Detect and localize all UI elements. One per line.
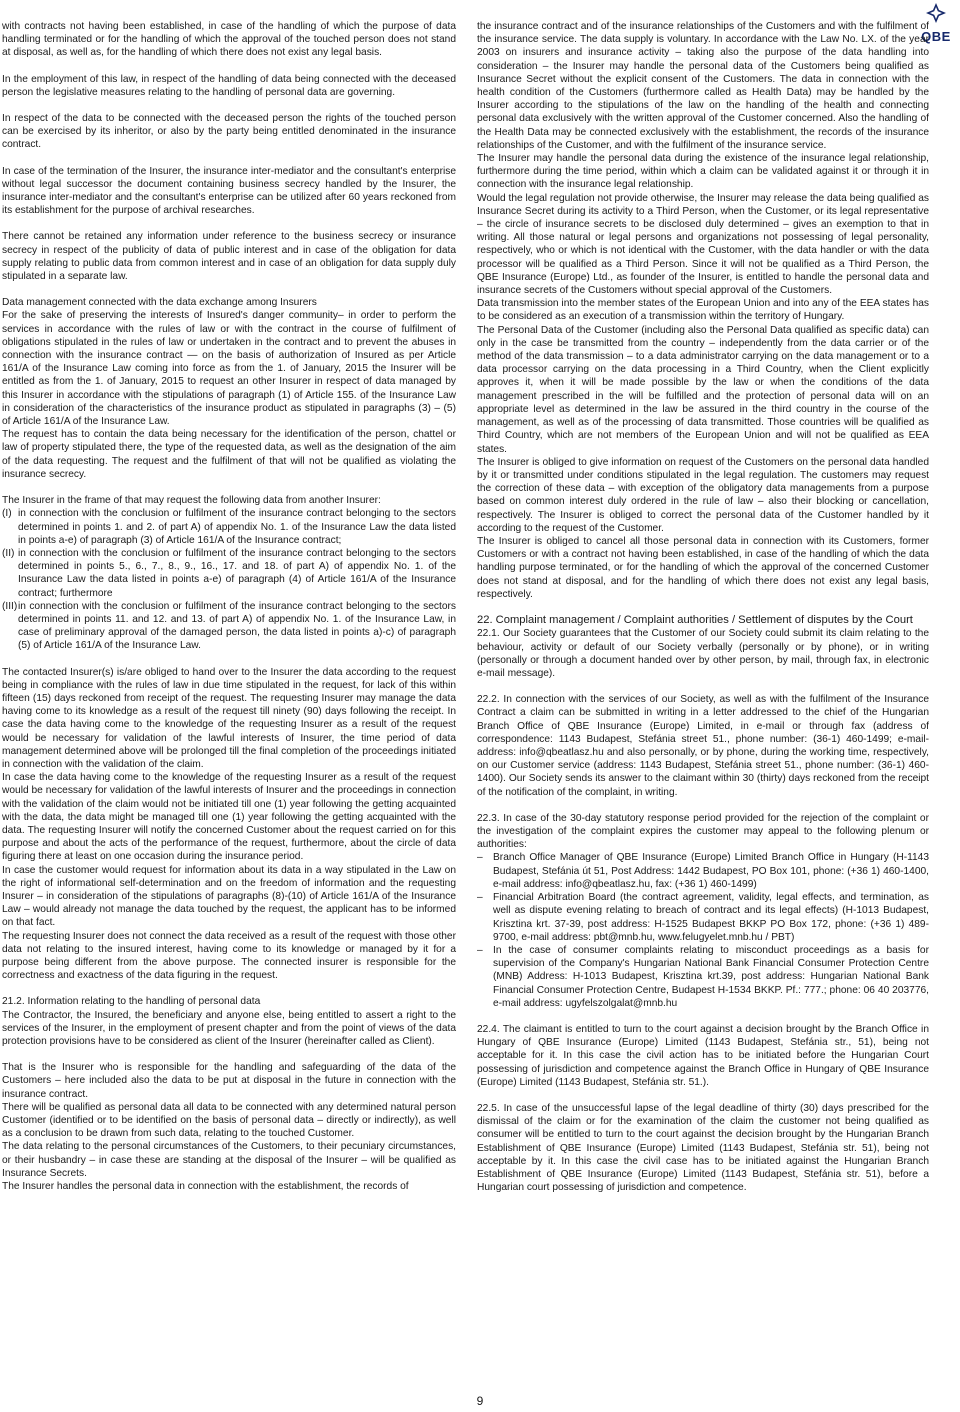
- list-marker: (III): [2, 600, 18, 612]
- paragraph: The Insurer may handle the personal data during the existence of the insurance legal relationship, furthermore during the time period, within which a claim can be validated against it or through it in connection with the insurance legal relationship.: [477, 153, 929, 191]
- paragraph: The requesting Insurer does not connect the data received as a result of the request with those other data not relating to the insured interest, having come to its knowledge or managed by it for a purpose being different from the above purpose. The connected insurer is responsible for the correctness and exactness of the data figuring in the request.: [2, 930, 456, 982]
- qbe-logo-text: QBE: [921, 29, 951, 44]
- paragraph: Would the legal regulation not provide otherwise, the Insurer may release the data being qualified as Insurance Secret during its activity to a Third Person, when the Customer, or its legal representative – the circle of insurance secrets to be disclosed duly determined – gives an exemption to that in writing. All those natural or legal persons and organizations not possessing of legal personality, respectively, who or which is not identical with the Customer, with the data handler or with the data processor will be qualified as a Third Person. Since it will not be qualified as a Third Person, the QBE Insurance (Europe) Ltd., as founder of the Insurer, is entitled to handle the personal data and insurance secrets of the Customers without special approval of the Customers.: [477, 192, 929, 297]
- paragraph: There will be qualified as personal data all data to be connected with any determined natural person Customer (identified or to be identified on the basis of personal data – directly or indirectly), as well as a conclusion to be drawn from such data, relating to the touched Customer.: [2, 1101, 456, 1140]
- right-column: [477, 20, 929, 1194]
- section-heading: 22. Complaint management / Complaint authorities / Settlement of disputes by the Court: [477, 613, 913, 626]
- paragraph: 22.1. Our Society guarantees that the Customer of our Society could submit its claim relating to the behaviour, activity or default of our Society verbally (personally or by phone), or in writing (personally or through a document handed over by other person, by mail, through fax, in electronic e-mail message).: [477, 628, 929, 680]
- list-marker: –: [477, 892, 483, 904]
- list-item: [2, 507, 456, 547]
- paragraph: In case the data having come to the knowledge of the requesting Insurer as a result of the request would be necessary for validation of the lawful interests of Insurer and the proceedings in connection with the validation of the claim would not be initiated till one (1) year following the getting acquainted with the data, the data might be managed till one (1) year following the getting acquainted with the data. The requesting Insurer will notify the concerned Customer about the request carried on for this purpose and about the acts of the performance of the request, furthermore, about the circle of data figuring there at least on one occasion during the insurance period.: [2, 772, 456, 863]
- paragraph: The data relating to the personal circumstances of the Customers, to their pecuniary circumstances, or their husbandry – in case these are standing at the disposal of the Insurer – will be qualified as Insurance Secrets.: [2, 1141, 456, 1179]
- paragraph: The Contractor, the Insured, the beneficiary and anyone else, being entitled to assert a right to the services of the Insurer, in the employment of present chapter and from the point of views of the data protection provisions have to be considered as client of the Insurer (hereinafter called as Client).: [2, 1009, 456, 1048]
- list-item: [477, 891, 929, 944]
- paragraph: That is the Insurer who is responsible for the handling and safeguarding of the data of the Customers – here included also the data to be put at disposal in the future in connection with the insurance contract.: [2, 1062, 456, 1100]
- list-marker: (I): [2, 508, 12, 520]
- list-text: in connection with the conclusion or fulfilment of the insurance contract belonging to the sectors determined in points 1. and 2. of part A) of appendix No. 1. of the Insurance Law the data listed in points a-e) of paragraph (3) of Article 161/A of the Insurance contract;: [18, 508, 456, 546]
- page-number: 9: [476, 1394, 484, 1408]
- paragraph: The request has to contain the data being necessary for the identification of the person, chattel or law of property stipulated there, the type of the requested data, as well as the designation of the aim of the data requesting. The request and the fulfilment of that will not be qualified as violating the insurance secrecy.: [2, 429, 456, 480]
- paragraph: In case the customer would request for information about its data in a way stipulated in the Law on the right of informational self-determination and on the freedom of information and the requesting Insurer – in consideration of the stipulations of paragraphs (8)-(10) of Article 161/A of the Insurance Law – would already not manage the data touched by the request, the applicant has to be informed on that fact.: [2, 864, 456, 929]
- paragraph: The contacted Insurer(s) is/are obliged to hand over to the Insurer the data according to the request being in compliance with the rules of law in due time stipulated in the request, for lack of this within fifteen (15) days reckoned from receipt of the request. The requesting Insurer may manage the data having come to its knowledge as a result of the request till ninety (90) days following the receipt. In case the data having come to the knowledge of the requesting Insurer as a result of the request would be necessary for validation of the lawful interests of Insurer, the time period of data management determined above will be prolonged till the final completion of the proceedings initiated in connection with the validation of the claim.: [2, 666, 456, 770]
- paragraph: 22.3. In case of the 30-day statutory response period provided for the rejection of the complaint or the investigation of the complaint expires the customer may appeal to the following plenum or authorities:: [477, 812, 929, 851]
- list-item: [2, 600, 456, 653]
- paragraph: 22.5. In case of the unsuccessful lapse of the legal deadline of thirty (30) days prescribed for the dismissal of the claim or for the examination of the claim the customer not being qualified as consumer will be entitled to turn to the court against the decision brought by the Hungarian Branch Establishment of QBE Insurance (Europe) Limited (1143 Budapest, Stefánia str. 51), being not acceptable by it. In this case the civil case has to be initiated against the Hungarian Branch Establishment of QBE Insurance (Europe) Limited (1143 Budapest, Stefánia str. 51), before a Hungarian court possessing of jurisdiction and competence.: [477, 1102, 929, 1194]
- paragraph: The Personal Data of the Customer (including also the Personal Data qualified as specific data) can only in the case be transmitted from the country – independently from the data carrier or of the method of the data transmission – to a data administrator carrying on the data management or to a data processor carrying on the data processing in a Third Country, when the Client explicitly approves it, when it will be made possible by the law or when the conditions of the data management prescribed in the will be fulfilled and the protection of personal data will on an appropriate level as determined in the law be assured in the third country in the course of the management, as well as of the processing of data transmitted. Those countries will be qualified as Third Country, which are not members of the European Union and will not be qualified as EEA states.: [477, 324, 929, 455]
- paragraph: The Insurer handles the personal data in connection with the establishment, the records of: [2, 1181, 409, 1193]
- list-item: [477, 944, 929, 1010]
- paragraph: In case of the termination of the Insurer, the insurance inter-mediator and the consultant's enterprise without legal successor the document containing business secrecy handled by the Insurer, the insurance inter-mediator and the consultant's enterprise can be utilized after 60 years reckoned from its establishment for the purpose of archival researches.: [2, 165, 456, 217]
- list-item: [2, 547, 456, 600]
- section-subheading: 21.2. Information relating to the handling of personal data: [2, 996, 261, 1008]
- paragraph: In respect of the data to be connected with the deceased person the rights of the touched person can be exercised by its inheritor, or also by the party being entitled denominated in the insurance contract.: [2, 113, 456, 151]
- list-item: [477, 851, 929, 891]
- left-column: [2, 20, 456, 1193]
- list-text: Branch Office Manager of QBE Insurance (Europe) Limited Branch Office in Hungary (H-1143 Budapest, Stefánia út 51, Post Address: 1442 Budapest, PO Box 101, phone: (+36 1) 460-1400, e-mail address: info@qbeatlasz.hu, fax: (+36 1) 460-1499): [493, 852, 929, 890]
- paragraph: For the sake of preserving the interests of Insured's danger community– in order to perform the services in accordance with the rules of law or with the contract in the course of fulfilment of obligations stipulated in the rules of law or undertaken in the contract and to prevent the abuses in connection with the insurance contract — on the basis of authorization of Insured as per Article 161/A of the Insurance Law coming into force as from the 1. of January, 2015 the Insurer will be entitled as from the 1. of January, 2015 to request an other Insurer in respect of data managed by this Insurer in accordance with the stipulations of paragraph (1) of Article 155. of the Insurance Law in consideration of the characteristics of the insurance product as stipulated in paragraphs (3) – (5) of Article 161/A of the Insurance Law.: [2, 310, 456, 428]
- paragraph: Data transmission into the member states of the European Union and into any of the EEA states has to be considered as an execution of a transmission within the territory of Hungary.: [477, 298, 929, 323]
- list-text: in connection with the conclusion or fulfilment of the insurance contract belonging to the sectors determined in points 11. and 12. and 13. of part A) of appendix No. 1. of the Insurance Law, in case of preliminary approval of the damaged person, the data listed in points a)-c) of paragraph (5) of Article 161/A of the Insurance Law.: [18, 600, 456, 652]
- list-text: in connection with the conclusion or fulfilment of the insurance contract belonging to the sectors determined in points 5., 6., 7., 8., 9., 16., 17. and 18. of part A) of appendix No. 1. of the Insurance Law the data listed in points a-e) of paragraph (4) of Article 161/A of the Insurance contract; furthermore: [18, 547, 456, 599]
- paragraph: 22.4. The claimant is entitled to turn to the court against a decision brought by the Branch Office in Hungary of QBE Insurance (Europe) Limited (1143 Budapest, Stefánia str., 51), being not acceptable for it. In this case the civil action has to be initiated before the Hungarian Court possessing of jurisdiction and competence against the Branch Office in Hungary of QBE Insurance (Europe) Limited (1143 Budapest, Stefánia str. 51.).: [477, 1023, 929, 1088]
- list-marker: –: [477, 852, 483, 864]
- paragraph: The Insurer is obliged to cancel all those personal data in connection with its Customers, former Customers or with a contract not having been established, in case of the handling of which the data handling purpose terminated, or for the handling of which the approval of the concerned Customer does not stand at disposal, and for the handling of which there does not exist any legal basis, respectively.: [477, 535, 929, 600]
- paragraph: There cannot be retained any information under reference to the business secrecy or insurance secrecy in respect of the publicity of data of public interest and in case of the obligation for data supply relating to public data from common interest and in case of an obligation for data supply duly stipulated in a separate law.: [2, 231, 456, 283]
- list-marker: (II): [2, 547, 15, 559]
- paragraph: In the employment of this law, in respect of the handling of data being connected with the deceased person the legislative measures relating to the handling of personal data are governing.: [2, 73, 456, 98]
- paragraph: with contracts not having been established, in case of the handling of which the purpose of data handling terminated or for the handling of which the approval of the touched person does not stand at disposal, as well as, for the handling of which there does not exist any legal basis.: [2, 21, 456, 59]
- list-text: Financial Arbitration Board (the contract agreement, validity, legal effects, and termination, as well as dispute evening relating to breach of contract and its legal effects) (H-1013 Budapest, Krisztina krt. 37-39, post address: H-1525 Budapest BKKP PO Box 172, phone: (+36 1) 489-9700, e-mail address: pbt@mnb.hu, www.felugyelet.mnb.hu / PBT): [493, 892, 929, 943]
- paragraph: 22.2. In connection with the services of our Society, as well as with the fulfilment of the Insurance Contract a claim can be submitted in writing in a letter addressed to the chief of the Hungarian Branch Office of QBE Insurance (Europe) Limited, in e-mail or through fax (address of correspondence: 1143 Budapest, Stefánia street 51., phone number: (36-1) 460-1499; e-mail-address: info@qbeatlasz.hu and also personally, or by phone, during the working time, respectively, on our Customer service (address: 1143 Budapest, Stefánia street 51., phone number: (36-1) 460-1400). Our Society sends its answer to the claimant within 30 (thirty) days reckoned from the receipt of the notification of the complaint, in writing.: [477, 694, 929, 798]
- list-text: In the case of consumer complaints relating to misconduct proceedings as a basis for supervision of the Company's Hungarian National Bank Financial Consumer Protection Centre (MNB) Address: H-1013 Budapest, Krisztina krt.39, post address: Hungarian National Bank Financial Consumer Protection Centre, Budapest H-1534 BKKP. Pf.: 777.; phone: 06 40 203776, e-mail address: ugyfelszolgalat@mnb.hu: [493, 944, 929, 1009]
- list-marker: –: [477, 944, 483, 956]
- paragraph: The Insurer in the frame of that may request the following data from another Insurer:: [2, 495, 381, 507]
- paragraph: the insurance contract and of the insurance relationships of the Customers and with the fulfilment of the insurance service. The data supply is voluntary. In accordance with the Law No. LX. of the year 2003 on insurers and insurance activity – taking also the purpose of the data handling into consideration – the Insurer may handle the personal data of the Customers being qualified as Insurance Secret without the explicit consent of the Customers. The data in connection with the health condition of the Customers (furthermore called as Health Data) may be handled by the Insurer according to the stipulations of the law on the handling of the health and connecting personal data exclusively with the written approval of the Customer concerned. Also the handling of the Health Data may be connected exclusively with the establishment, the records of the insurance relationships of the Customer, and with the fulfilment of the insurance service.: [477, 21, 929, 151]
- paragraph: The Insurer is obliged to give information on request of the Customers on the personal data handled by it or transmitted under conditions stipulated in the legal regulation. The customers may request the correction of these data – with exception of the obligatory data managements from a purpose based on common interest duly ordered in the rule of law – also their blocking or cancellation, respectively. The Insurer is obliged to correct the personal data of the Customer handled by it according to the request of the Customer.: [477, 456, 929, 534]
- section-subheading: Data management connected with the data exchange among Insurers: [2, 297, 317, 309]
